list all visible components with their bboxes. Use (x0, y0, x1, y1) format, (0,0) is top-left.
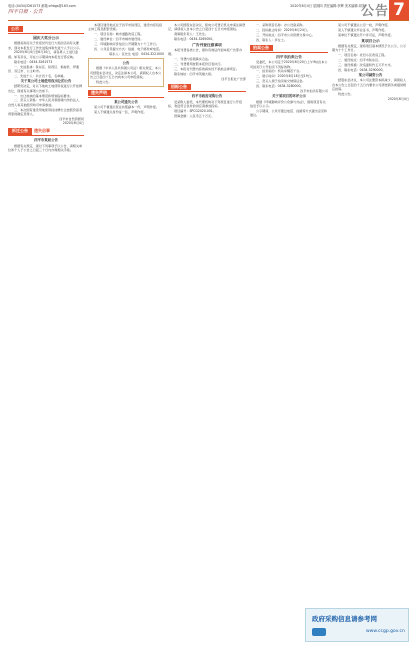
section-header-bidding (168, 83, 246, 92)
section-tag: 拍卖公告 (250, 45, 273, 51)
notice-paragraph: 联系电话：0434-3261573 (14, 59, 53, 64)
notice-date: 2020年6月4日 (62, 121, 84, 126)
ad-url[interactable]: www.ccgp.gov.cn (366, 629, 405, 634)
column-2 (88, 23, 164, 115)
section-header-auction (250, 44, 328, 53)
notice-signature: 四平日报社广告部 (221, 76, 246, 81)
notice-paragraph: 特此公告。 (338, 91, 354, 96)
notice-paragraph: 联系电话：0434-3265000。 (174, 37, 216, 42)
notice-title: 某公司减资公告 (358, 73, 383, 78)
notice-paragraph: 三、开标地点：四平市公共资源交易中心。 (256, 32, 315, 37)
notice-paragraph: 某公司不慎遗失营业执照副本一份，声明作废。 (94, 105, 159, 110)
notice-paragraph: 根据有关规定，现对下列事项予以公告，请相关单位和个人于公告之日起三十日内办理相关手续。 (8, 143, 83, 152)
notice-paragraph: 受委托，本公司定于2020年6月20日上午9时在本公司拍卖厅公开拍卖下列标的物。 (250, 60, 328, 69)
section-tag: 招标公告 (168, 84, 191, 90)
section-header-relocation (8, 127, 84, 136)
section-tag: 公示 (8, 26, 23, 32)
notice-paragraph: 某公司不慎遗失公章一枚，声明作废。 (338, 23, 391, 27)
notice-paragraph: 二、建设单位：四平市城市建设局。 (94, 37, 144, 42)
notice-paragraph: 经股东会决议，本公司注册资本拟减少，请债权人自本公告之日起四十五日内要求公司清偿债务或提供相应担保。 (332, 78, 407, 91)
notice-paragraph: 某单位不慎遗失开户许可证，声明作废。 (338, 32, 394, 37)
notice-paragraph: 一、拍卖标的：机动车辆若干台。 (256, 69, 303, 74)
notice-title: 某项目公示 (361, 38, 380, 43)
notice-title: 四平市政府采购公告 (191, 94, 223, 99)
header-contact: 电话:(0434)3261573 邮箱:cfrbgs@163.com (8, 4, 76, 8)
notice-paragraph: 预算金额：人民币五十万元。 (174, 113, 215, 118)
notice-paragraph: 本公司经股东会决议，拟向公司登记机关申请注销登记，请债权人自本公告之日起四十五日内申报债权。 (168, 23, 246, 32)
notice-box (88, 58, 164, 87)
notice-paragraph: 根据有关规定，现将项目基本情况予以公示，公示期为十个工作日。 (332, 43, 407, 53)
column-4 (250, 23, 328, 118)
notice-paragraph: 二、投标截止时间：2020年6月24日。 (256, 27, 310, 32)
section-tag: 拆迁公告 (8, 128, 32, 134)
notice-paragraph: 联系地址：四平市英雄大街。 (174, 72, 215, 77)
notice-paragraph: 公示期间，公众可通过电话、信函等方式提出意见和建议。 (250, 108, 328, 118)
notice-paragraph: 一、刊登内容须真实合法。 (174, 57, 212, 62)
procurement-ad-banner[interactable] (305, 608, 409, 642)
notice-title: 四平市某局公告 (34, 138, 58, 143)
notice-paragraph: 经研究决定，对以下地块土地使用权进行公开挂牌出让，现将有关事项公告如下。 (8, 84, 83, 93)
notice-paragraph: 二、刊登费用按照本报价目表执行。 (174, 62, 224, 67)
notice-paragraph: 二、竞买人资格：中华人民共和国境内外的法人、自然人和其他组织均可申请参加。 (8, 98, 83, 107)
newspaper-brand: 四平日报 · 公告 (8, 9, 43, 15)
notice-title: 广告刊登注意事项 (192, 42, 222, 47)
notice-paragraph: 四、联系人：李女士。 (256, 37, 287, 42)
header-rule (8, 20, 409, 21)
notice-paragraph: 一、项目名称：城市道路改造工程。 (94, 32, 144, 37)
page-number: 7 (389, 0, 409, 20)
notice-paragraph: 一、先进集体：铁东区、铁西区、梨树县、伊通县、双辽市、公主岭市。 (8, 64, 79, 73)
notice-title: 四平市拍卖公告 (276, 54, 302, 59)
notice-title: 关于某项目的环评公示 (272, 94, 306, 99)
section-header-public (8, 25, 84, 34)
column-3 (168, 23, 246, 118)
notice-paragraph: 清算组负责人：王先生。 (174, 32, 209, 37)
notice-paragraph: 受采购人委托，本代理机构对下列项目进行公开招标，欢迎符合条件的供应商参加投标。 (168, 99, 243, 108)
section-tag: 遗失声明 (88, 90, 111, 96)
section-title: 公告 (360, 4, 389, 19)
notice-paragraph: 根据省政府关于党报党刊发行大奖的活动有关要求，现对本报发行工作先进集体和先进个人予以公示。 (8, 41, 83, 50)
notice-paragraph: 一、采购项目名称：办公设备采购。 (256, 23, 306, 27)
notice-date: 2020年6月4日 (387, 96, 409, 101)
ad-title: 政府采购信息请参考网 (312, 615, 377, 623)
notice-paragraph: 某人不慎遗失身份证一张，声明作废。 (94, 109, 147, 114)
notice-paragraph: 项目编号：SPCG2020-001。 (174, 108, 216, 113)
notice-paragraph: 一、项目名称：老旧小区改造工程。 (338, 53, 388, 58)
notice-paragraph: 三、环境影响评价信息公开期限为十个工作日。 (94, 41, 159, 46)
section-label: 遗失启事 (34, 128, 50, 134)
ad-logo-icon (312, 628, 326, 636)
notice-paragraph: 四、公众意见提交方式：信函、电子邮件或电话。 (94, 46, 163, 51)
notice-paragraph: 一、出让地块的基本情况和规划指标要求。 (14, 93, 73, 98)
notice-title: 国庆大奖分公示 (33, 36, 59, 40)
notice-paragraph: 本报刊登各类公告，须持有效证件到本报广告部办理。 (168, 48, 243, 57)
notice-title: 公告 (122, 61, 130, 66)
notice-paragraph: 四、联系电话：0434-3280000。 (256, 84, 304, 89)
notice-contact: 联系人：张先生 电话：0434-3221000 (109, 51, 164, 56)
notice-paragraph: 四、联系电话：0434-3290000。 (338, 67, 386, 72)
notice-paragraph: 二、先进个人：共计四十名，名单略。 (14, 73, 67, 78)
notice-paragraph: 三、竞买人须于拍卖前交纳保证金。 (256, 79, 306, 84)
notice-paragraph: 根据《中华人民共和国公司法》相关规定，本公司经股东会决议，决定注销本公司，请债权人自本公告之日起四十五日内向本公司申报债权。 (90, 66, 162, 79)
notice-paragraph: 三、本报对刊登内容的真实性不承担法律责任。 (174, 67, 239, 72)
notice-signature: 四平市自然资源局 (59, 116, 84, 121)
notice-paragraph: 三、本次国有建设用地使用权挂牌出让按照价高者得原则确定竞得人。 (8, 107, 83, 116)
notice-paragraph: 本项目建设地点位于四平市铁西区，建设内容包括主体工程及配套设施。 (88, 23, 163, 32)
notice-paragraph: 2020年6月4日至6月10日，请各界人士进行监督。如有异议，可在公示期间向本报发行部反映。 (8, 50, 79, 59)
notice-paragraph: 根据《环境影响评价公众参与办法》，现将项目有关信息予以公示。 (250, 99, 326, 108)
notice-title: 关于某公司土地使用权出让的公告 (20, 79, 72, 84)
notice-signature: 四平市拍卖有限公司 (300, 89, 328, 94)
notice-paragraph: 二、建设地点：四平市铁东区。 (338, 57, 382, 62)
notice-paragraph: 二、展示时间：2020年6月18日至19日。 (256, 74, 314, 79)
column-5 (332, 23, 409, 101)
notice-paragraph: 特此公告。 (96, 79, 112, 84)
header-date-editors: 2020年6月4日 星期四 责任编辑:李辉 美术编辑:刘美 (290, 4, 365, 8)
notice-title: 某公司遗失公告 (114, 99, 138, 104)
notice-paragraph: 某人不慎遗失毕业证书，声明作废。 (338, 27, 388, 32)
column-1 (8, 23, 84, 153)
section-header-lost (88, 89, 164, 98)
notice-paragraph: 三、建设规模：改造面积约五万平方米。 (338, 62, 394, 67)
